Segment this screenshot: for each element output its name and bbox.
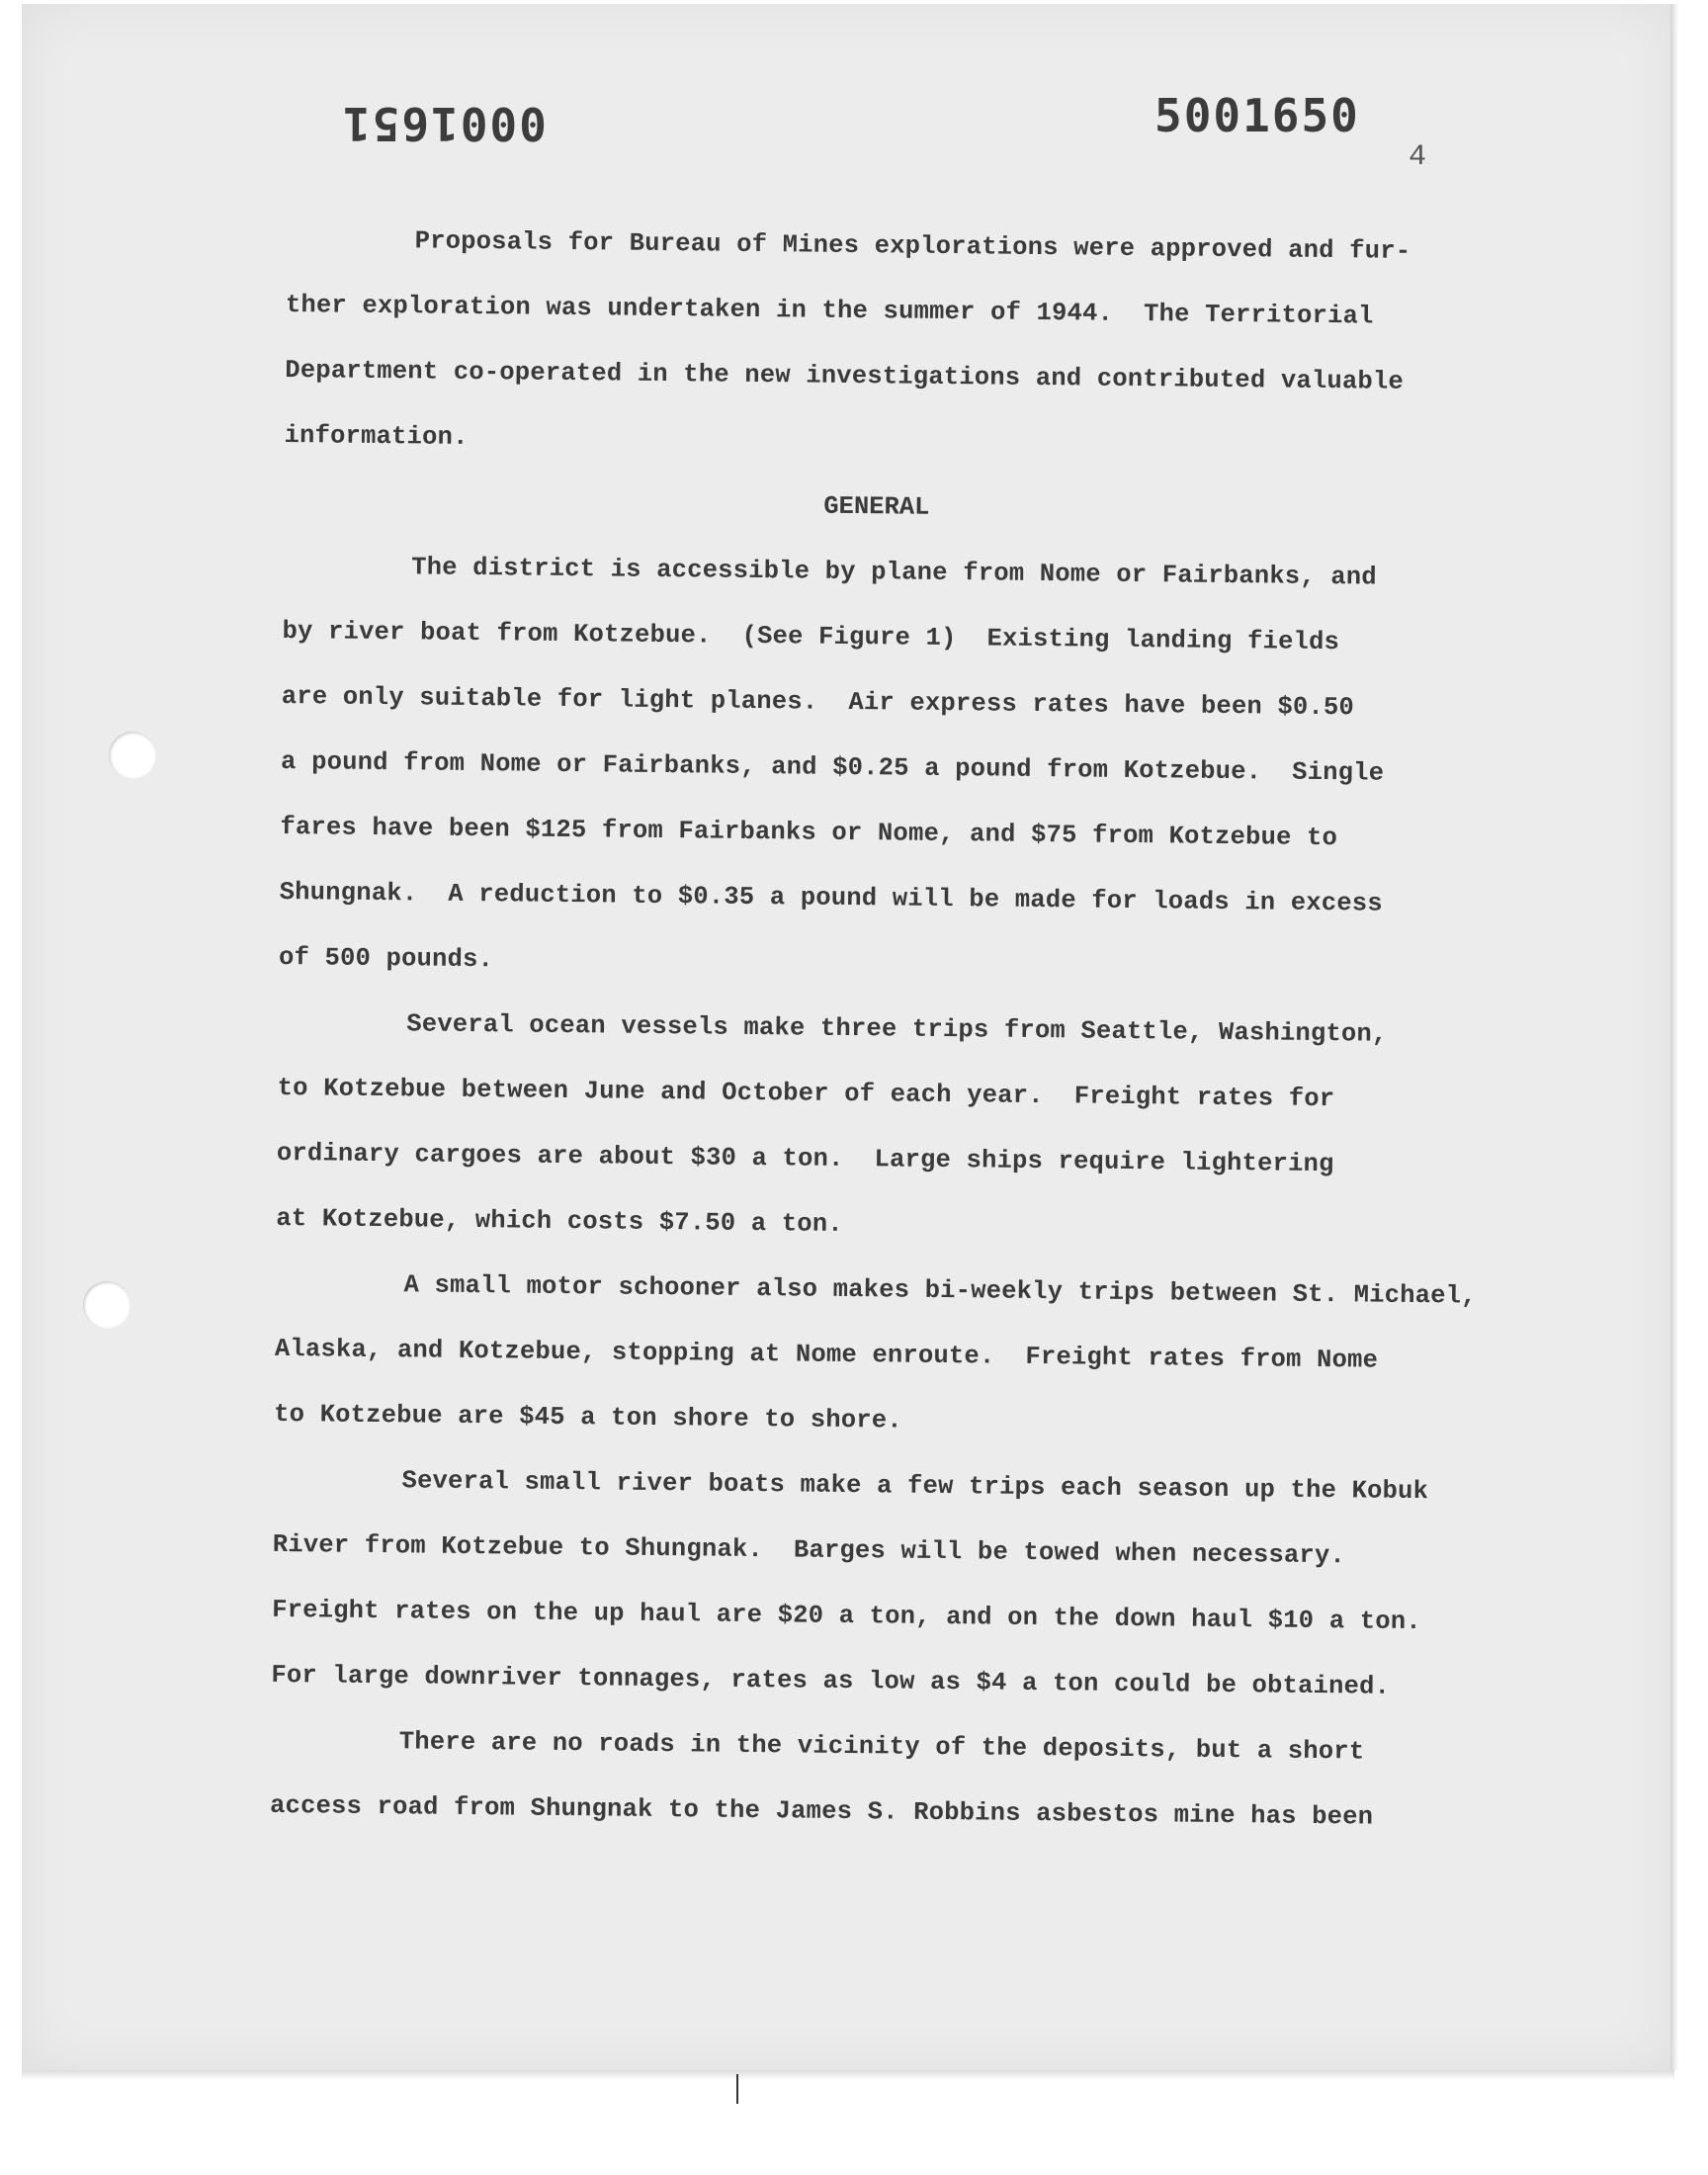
paragraph-ocean-vessels (276, 991, 1524, 1264)
page-number: 4 (1409, 140, 1427, 174)
paragraph-river-boats (271, 1447, 1519, 1721)
text-line: access road from Shungnak to the James S. Robbins asbestos mine has been (269, 1790, 1374, 1832)
text-line: Proposals for Bureau of Mines explorations were approved and fur- (414, 226, 1411, 266)
paragraph-motor-schooner (274, 1252, 1521, 1460)
text-line: a pound from Nome or Fairbanks, and $0.25 a pound from Kotzebue. Single (280, 746, 1385, 788)
paragraph-access (279, 534, 1529, 1003)
paragraph-intro (284, 208, 1532, 481)
text-line: ordinary cargoes are about $30 a ton. Large ships require lightering (276, 1138, 1334, 1179)
text-line: There are no roads in the vicinity of the deposits, but a short (398, 1727, 1365, 1767)
paragraph-roads (270, 1708, 1516, 1852)
text-line: at Kotzebue, which costs $7.50 a ton. (276, 1203, 844, 1239)
text-line: Shungnak. A reduction to $0.35 a pound will be made for loads in excess (279, 877, 1384, 918)
punch-hole-upper (109, 732, 156, 779)
text-line: are only suitable for light planes. Air express rates have been $0.50 (281, 681, 1355, 723)
text-line: information. (284, 420, 469, 452)
text-line: to Kotzebue are $45 a ton shore to shore. (274, 1399, 902, 1436)
page-bottom-edge (22, 2070, 1674, 2080)
text-line: River from Kotzebue to Shungnak. Barges will be towed when necessary. (272, 1529, 1346, 1571)
text-line: Several ocean vessels make three trips from Seattle, Washington, (406, 1009, 1388, 1049)
text-line: of 500 pounds. (278, 942, 494, 975)
text-line: For large downriver tonnages, rates as low as $4 a ton could be obtained. (271, 1660, 1391, 1701)
text-line: A small motor schooner also makes bi-weekly trips between St. Michael, (403, 1270, 1477, 1311)
punch-hole-lower (83, 1281, 130, 1329)
page-edge-shadow (1670, 4, 1678, 2070)
text-line: fares have been $125 from Fairbanks or Nome, and $75 from Kotzebue to (280, 812, 1338, 853)
document-body (270, 208, 1532, 1852)
section-heading: GENERAL (823, 491, 930, 522)
text-line: Freight rates on the up haul are $20 a ton, and on the down haul $10 a ton. (271, 1595, 1421, 1637)
document-id-stamp: 5001650 (1154, 89, 1360, 142)
document-id-stamp-inverted: 0001651 (341, 97, 547, 150)
text-line: The district is accessible by plane from Nome or Fairbanks, and (411, 553, 1377, 592)
text-line: Department co-operated in the new investigations and contributed valuable (285, 355, 1405, 396)
text-line: by river boat from Kotzebue. (See Figure 1) Existing landing fields (282, 616, 1340, 657)
scan-tick-mark (736, 2074, 738, 2104)
text-line: to Kotzebue between June and October of each year. Freight rates for (277, 1073, 1335, 1114)
text-line: Alaska, and Kotzebue, stopping at Nome enroute. Freight rates from Nome (274, 1334, 1379, 1375)
text-line: ther exploration was undertaken in the summer of 1944. The Territorial (285, 290, 1374, 331)
text-line: Several small river boats make a few trips each season up the Kobuk (401, 1466, 1429, 1507)
